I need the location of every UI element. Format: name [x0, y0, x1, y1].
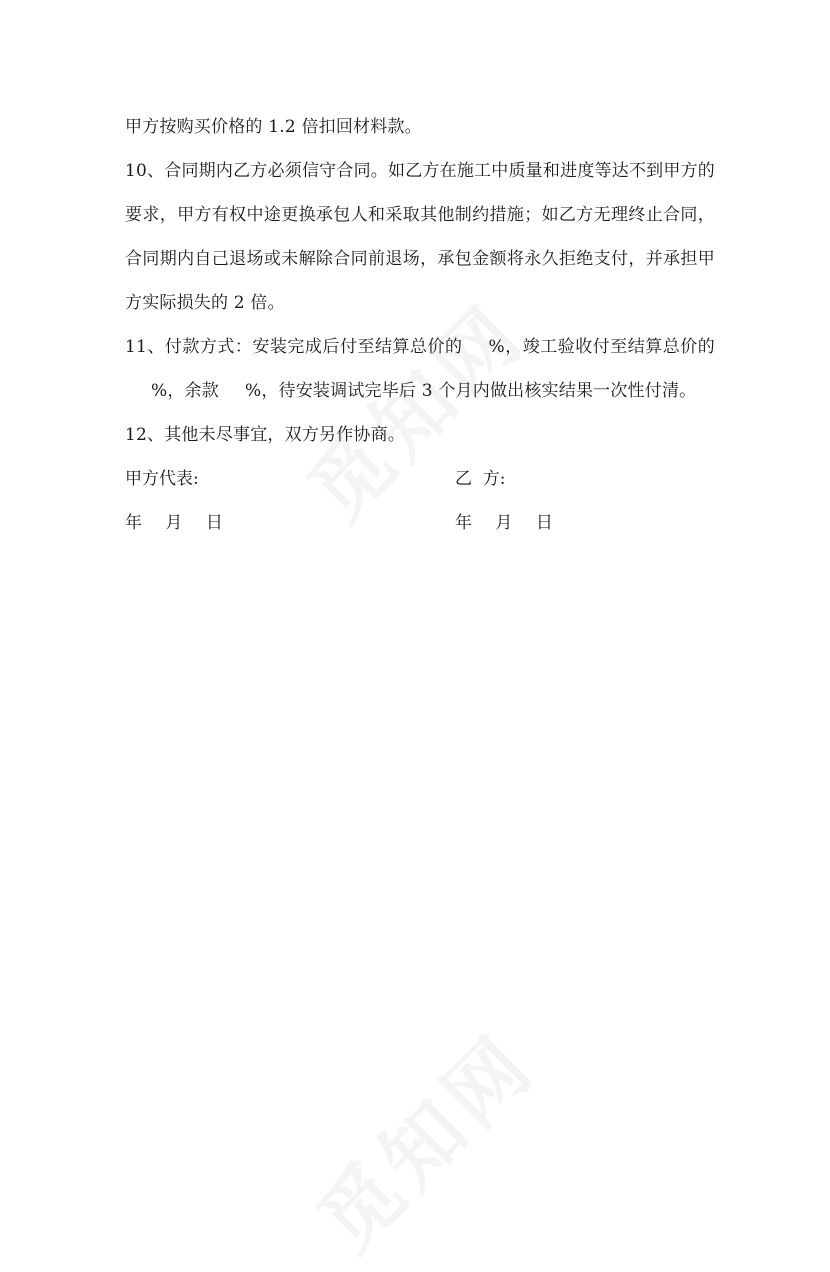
clause-10: 10、合同期内乙方必须信守合同。如乙方在施工中质量和进度等达不到甲方的要求，甲方有权中途更换承包人和采取其他制约措施；如乙方无理终止合同，合同期内自己退场或未解除合同前退场，承包金额将永久拒绝支付，并承担甲方实际损失的 2 倍。	[125, 161, 715, 313]
party-a-date-year: 年	[125, 513, 142, 533]
party-b-date-year: 年	[455, 513, 472, 533]
clause-11-part1: 11、付款方式：安装完成后付至结算总价的	[125, 337, 463, 357]
signature-date-row	[125, 501, 715, 545]
party-a-date-month: 月	[165, 513, 183, 533]
clause-11-part3: %，余款	[151, 381, 219, 401]
party-a-date-day: 日	[205, 513, 223, 533]
contract-body	[125, 105, 715, 545]
clause-11	[125, 325, 715, 413]
party-b-date-month: 月	[495, 513, 513, 533]
signature-label-row	[125, 457, 715, 501]
clause-9-tail: 甲方按购买价格的 1.2 倍扣回材料款。	[125, 117, 422, 137]
clause-12: 12、其他未尽事宜，双方另作协商。	[125, 425, 406, 445]
clause-11-part2: %，竣工验收付至结算总价的	[488, 337, 715, 357]
party-b-date	[455, 501, 715, 545]
clause-11-part4: %，待安装调试完毕后 3 个月内做出核实结果一次性付清。	[244, 381, 697, 401]
party-b-date-day: 日	[535, 513, 553, 533]
watermark-bottom	[288, 1004, 556, 1272]
party-a-date	[125, 501, 455, 545]
party-b-label: 乙 方:	[455, 469, 506, 489]
party-a-label: 甲方代表:	[125, 469, 199, 489]
